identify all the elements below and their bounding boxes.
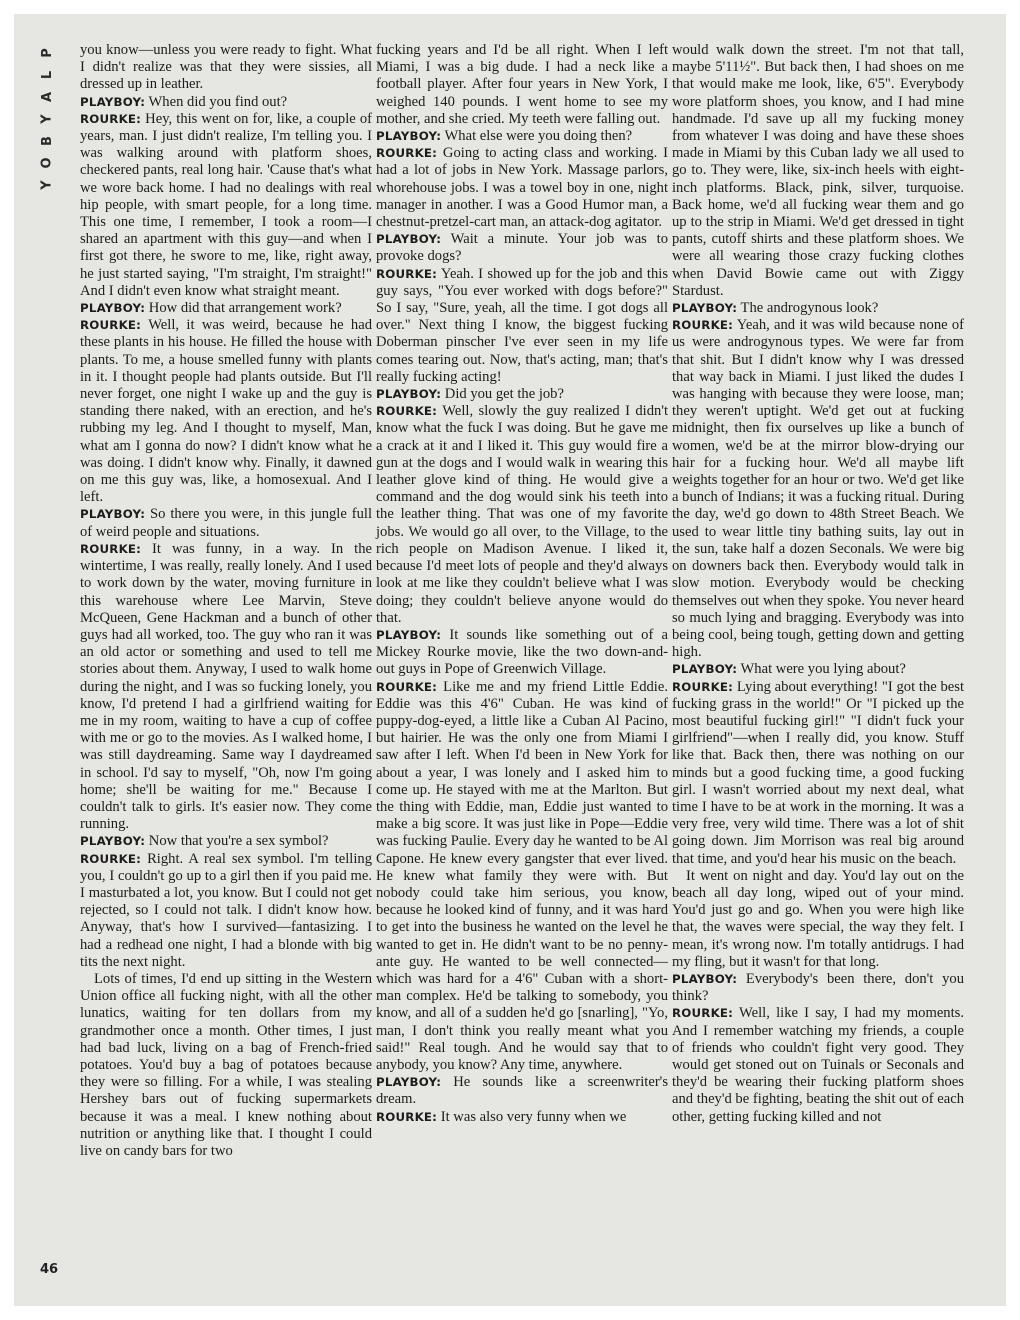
article-paragraph [80,851,372,971]
speaker-label: PLAYBOY: [80,301,146,316]
paragraph-text: Hey, this went on for, like, a couple of years, man. I just didn't realize, I'm telling you. I was walking around with platform shoes, checkered pants, real long hair. 'Cause that's what we wore back home. I had no dealings with real hip people, with smart people, for a long time. This one time, I remember, I took a room—I shared an apartment with this guy—and when I first got there, he swore to me, like, right away, he just started saying, "I'm straight, I'm straight!" And I didn't even know what straight meant. [80,110,372,299]
speaker-label: PLAYBOY: [376,627,442,642]
page-number: 46 [40,1262,59,1277]
paragraph-text: It sounds like something out of a Mickey Rourke movie, like the two down-and-out guys in Pope of Greenwich Village. [376,626,668,678]
paragraph-text: Everybody's been there, don't you think? [672,970,964,1005]
paragraph-text: would walk down the street. I'm not that tall, maybe 5'11½". But back then, I had shoes on me that would make me look, like, 6'5". Everybody wore platform shoes, you know, and I had mine handmade. I'd save up all my fucking money from whatever I was doing and have these shoes made in Miami by this Cuban lady we all used to go to. They were, like, six-inch heels with eight-inch platforms. Black, pink, silver, turquoise. Back home, we'd all fucking wear them and go up to the strip in Miami. We'd get dressed in tight pants, cutoff shirts and these platform shoes. We were all wearing those crazy fucking clothes when David Bowie came out with Ziggy Stardust. [672,42,964,299]
logo-letter: Y [39,180,55,190]
speaker-label: PLAYBOY: [80,834,146,849]
text-column-3 [672,42,964,1126]
speaker-label: ROURKE: [672,318,734,333]
speaker-label: ROURKE: [80,111,142,126]
paragraph-text: Well, slowly the guy realized I didn't know what the fuck I was doing. But he gave me a crack at it and I liked it. This guy would fire a gun at the dogs and I would walk in wearing this leather glove kind of thing. He would give a command and the dog would sink his teeth into the leather thing. That was one of my favorite jobs. We would go all over, to the Village, to the rich people on Madison Avenue. I liked it, because I'd meet lots of people and they'd always look at me like they couldn't believe what I was doing; they couldn't believe anyone would do that. [376,403,668,626]
speaker-label: ROURKE: [80,541,142,556]
article-paragraph [672,1005,964,1125]
paragraph-text: What were you lying about? [737,661,906,678]
side-logo [38,42,58,196]
text-column-1 [80,42,372,1160]
article-paragraph [376,679,668,1075]
speaker-label: PLAYBOY: [672,301,738,316]
logo-letter: A [40,91,55,103]
article-paragraph [80,317,372,506]
paragraph-text: It went on night and day. You'd lay out on the beach all day long, wiped out of your mind. You'd just go and go. When you were high like that, the waves were special, the way they felt. I mean, it's wrong now. I'm totally antidrugs. I had my fling, but it wasn't for that long. [672,867,964,970]
article-paragraph [80,541,372,833]
paragraph-text: Now that you're a sex symbol? [145,833,329,850]
speaker-label: ROURKE: [376,1109,438,1124]
article-paragraph [376,128,668,145]
article-paragraph [80,94,372,111]
paragraph-text: The androgynous look? [737,300,879,317]
paragraph-text: Lots of times, I'd end up sitting in the Western Union office all fucking night, with all the other lunatics, waiting for ten dollars from my grandmother once a month. Other times, I just had bad luck, living on a bag of French-fried potatoes. You'd buy a bag of potatoes because they were so filling. For a while, I was stealing Hershey bars out of fucking supermarkets because it was a meal. I knew nothing about nutrition or anything like that. I thought I could live on candy bars for two [80,970,372,1159]
paragraph-text: Did you get the job? [441,386,564,403]
logo-letter: L [39,70,55,80]
paragraph-text: Going to acting class and working. I had a lot of jobs in New York. Massage parlors, whorehouse jobs. I was a towel boy in one, night manager in another. I was a Good Humor man, a chestnut-pretzel-cart man, an attack-dog agitator. [376,145,668,231]
speaker-label: PLAYBOY: [672,971,738,986]
paragraph-text: Yeah. I showed up for the job and this guy says, "You ever worked with dogs before?" So I say, "Sure, yeah, all the time. I got dogs all over." Next thing I know, the biggest fucking Doberman pinscher I've ever seen in my life comes tearing out. Now, that's acting, man; that's really fucking acting! [376,265,668,385]
speaker-label: PLAYBOY: [376,1075,442,1090]
article-paragraph [80,42,372,94]
speaker-label: ROURKE: [80,318,142,333]
speaker-label: ROURKE: [672,1006,734,1021]
speaker-label: ROURKE: [376,146,438,161]
speaker-label: ROURKE: [376,404,438,419]
logo-letter: P [40,48,55,58]
article-paragraph [80,506,372,540]
speaker-label: PLAYBOY: [376,129,442,144]
paragraph-text: He sounds like a screenwriter's dream. [376,1074,668,1108]
article-paragraph [376,145,668,231]
logo-letter: O [40,157,55,169]
article-paragraph [80,971,372,1160]
article-paragraph [672,679,964,868]
paragraph-text: It was funny, in a way. In the wintertime, I was really, really lonely. And I used to work down by the water, moving furniture in this warehouse where Lee Marvin, Steve McQueen, Gene Hackman and a bunch of other guys had all worked, too. The guy who ran it was an old actor or something and used to tell me stories about them. Anyway, I used to walk home during the night, and I was so fucking lonely, you know, I'd pretend I had a girlfriend waiting for me in my room, waiting to have a cup of coffee with me or go to the movies. As I walked home, I was still daydreaming. Same way I daydreamed in school. I'd say to myself, "Oh, now I'm going home; she'll be waiting for me." Because I couldn't talk to girls. It's easier now. They come running. [80,540,372,833]
article-paragraph [672,868,964,971]
article-paragraph [376,231,668,265]
paragraph-text: Yeah, and it was wild because none of us were androgynous types. We were far from that shit. But I didn't know why I was dressed that way back in Miami. I just liked the dudes I was hanging with because they were loose, man; they weren't uptight. We'd get out at fucking midnight, then fix ourselves up like a bunch of women, we'd be at the mirror blow-drying our hair for a fucking hour. We'd all maybe lift weights together for an hour or two. We'd get like a bunch of Indians; it was a fucking ritual. During the day, we'd go down to 48th Street Beach. We used to wear little tiny bathing suits, lay out in the sun, take half a dozen Seconals. We were big on downers back then. Everybody would talk in slow motion. Everybody would be checking themselves out when they spoke. You never heard so much lying and bragging. Everybody was into being cool, being tough, getting down and getting high. [672,317,964,661]
article-paragraph [672,317,964,661]
article-paragraph [376,627,668,679]
speaker-label: ROURKE: [80,851,142,866]
article-paragraph [376,1074,668,1108]
article-paragraph [80,833,372,850]
article-paragraph [376,403,668,627]
paragraph-text: Well, it was weird, because he had these plants in his house. He filled the house with plants. To me, a house smelled funny with plants in it. I thought people had plants outside. But I'll never forget, one night I wake up and the guy is standing there naked, with an erection, and he's rubbing my leg. And I thought to myself, Man, what am I gonna do now? I didn't know what he was doing. I didn't know why. Finally, it dawned on me this guy was, like, a homosexual. And I left. [80,317,372,506]
paragraph-text: It was also very funny when we [437,1108,627,1125]
paragraph-text: Lying about everything! "I got the best fucking grass in the world!" Or "I picked up the most beautiful fucking girl!" "I didn't fuck your girlfriend"—when I really did, you know. Stuff like that. Back then, there was nothing on our minds but a good fucking time, a good fucking girl. I wasn't worried about my next deal, what time I have to be at work in the morning. It was a very free, very wild time. There was a lot of shit going down. Jim Morrison was real big around that time, and you'd hear his music on the beach. [672,678,964,867]
paragraph-text: Right. A real sex symbol. I'm telling you, I couldn't go up to a girl then if you paid me. I masturbated a lot, you know. But I could not get rejected, so I could not talk. I didn't know how. Anyway, that's how I survived—fantasizing. I had a redhead one night, I had a blonde with big tits the next night. [80,850,372,970]
article-paragraph [376,42,668,128]
paragraph-text: What else were you doing then? [441,128,633,145]
paragraph-text: How did that arrangement work? [145,300,342,317]
article-paragraph [376,266,668,386]
speaker-label: PLAYBOY: [376,387,442,402]
magazine-page [14,14,1006,1306]
article-paragraph [672,661,964,678]
paragraph-text: Well, like I say, I had my moments. And I remember watching my friends, a couple of friends who couldn't fight very good. They would get stoned out on Tuinals or Seconals and they'd be wearing their fucking platform shoes and they'd be fighting, beating the shit out of each other, getting fucking killed and not [672,1005,964,1125]
article-paragraph [672,971,964,1005]
speaker-label: PLAYBOY: [672,662,738,677]
speaker-label: ROURKE: [376,679,438,694]
paragraph-text: you know—unless you were ready to fight. What I didn't realize was that they were sissies, all dressed up in leather. [80,42,372,93]
paragraph-text: So there you were, in this jungle full of weird people and situations. [80,506,372,540]
article-paragraph [80,300,372,317]
article-paragraph [672,42,964,300]
article-paragraph [376,386,668,403]
article-paragraph [376,1109,668,1126]
speaker-label: PLAYBOY: [80,507,146,522]
logo-letter: Y [39,114,55,124]
speaker-label: PLAYBOY: [376,232,442,247]
paragraph-text: fucking years and I'd be all right. When I left Miami, I was a big dude. I had a neck like a football player. After four years in New York, I weighed 140 pounds. I went home to see my mother, and she cried. My teeth were falling out. [376,42,668,127]
speaker-label: ROURKE: [672,679,734,694]
paragraph-text: Like me and my friend Little Eddie. Eddie was this 4'6" Cuban. He was kind of puppy-dog-eyed, a little like a Cuban Al Pacino, but hairier. He was the only one from Miami I saw after I left. When I'd been in New York for about a year, I was lonely and I asked him to come up. He stayed with me at the Marlton. But the thing with Eddie, man, Eddie just wanted to make a big score. It was just like in Pope—Eddie was fucking Paulie. Every day he wanted to be Al Capone. He knew every gangster that ever lived. He knew what family they were with. But nobody could take him serious, you know, because he looked kind of funny, and it was hard to get into the business he wanted on the level he wanted to get in. He didn't want to be no penny-ante guy. He wanted to be well connected—which was hard for a 4'6" Cuban with a short-man complex. He'd be talking to somebody, you know, and all of a sudden he'd go [snarling], "Yo, man, I don't think you really meant what you said!" Real tough. And he would say that to anybody, you know? Any time, anywhere. [376,678,668,1073]
text-column-2 [376,42,668,1126]
logo-letter: B [39,136,55,146]
article-paragraph [80,111,372,300]
paragraph-text: Wait a minute. Your job was to provoke dogs? [376,231,668,265]
paragraph-text: When did you find out? [145,93,288,110]
speaker-label: ROURKE: [376,266,438,281]
speaker-label: PLAYBOY: [80,94,146,109]
article-paragraph [672,300,964,317]
